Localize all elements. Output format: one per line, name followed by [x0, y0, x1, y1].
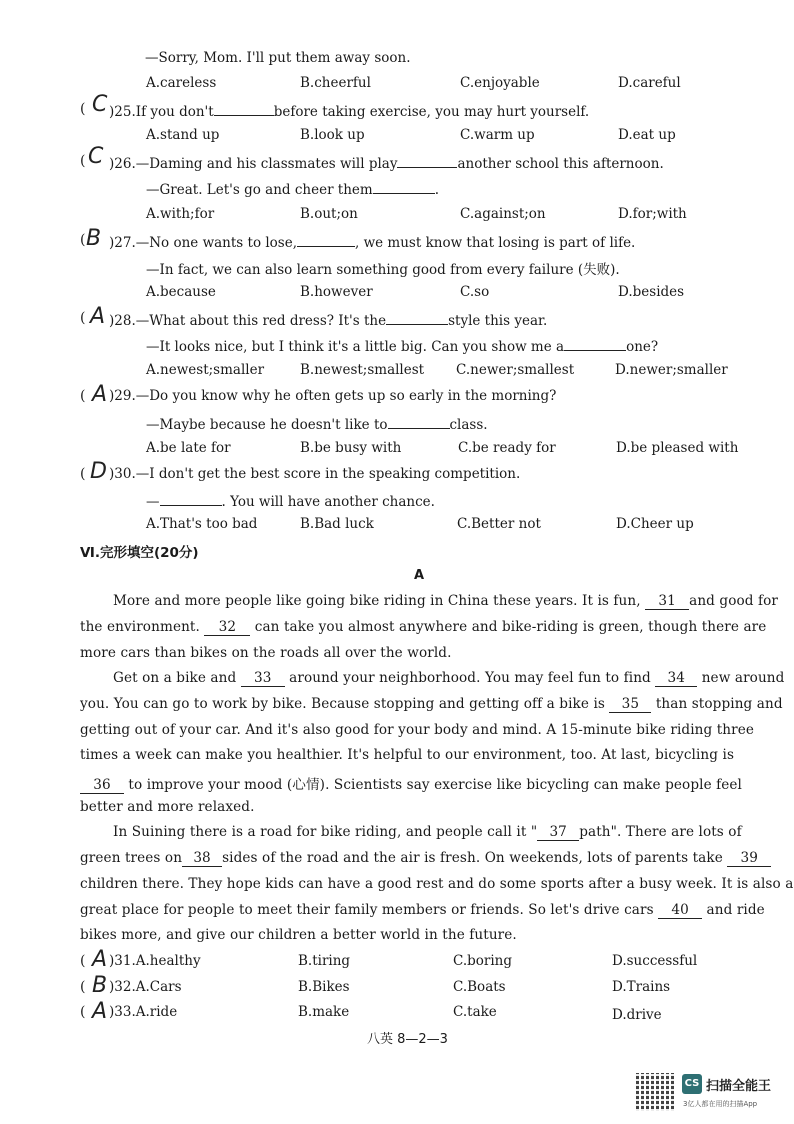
- passage-line: more cars than bikes on the roads all over the world.: [80, 645, 452, 661]
- answer-paren: (: [80, 310, 86, 326]
- passage-text: path". There are lots of: [579, 824, 742, 840]
- passage-text: and ride: [706, 902, 765, 918]
- question-27: [109, 232, 635, 251]
- dialogue-line: —Sorry, Mom. I'll put them away soon.: [145, 50, 411, 66]
- handwritten-answer: B: [92, 973, 108, 998]
- passage-text: the environment.: [80, 619, 200, 635]
- scanner-app-name: 扫描全能王: [706, 1079, 772, 1094]
- option-a: )31.A.healthy: [109, 953, 201, 969]
- question-text: style this year.: [448, 313, 548, 329]
- question-text: —It looks nice, but I think it's a little big. Can you show me a: [146, 339, 565, 355]
- blank: [214, 101, 274, 116]
- handwritten-answer: A: [92, 382, 108, 407]
- passage-line: children there. They hope kids can have a good rest and do some sports after a busy week. It is also a: [80, 876, 794, 892]
- question-text: —Great. Let's go and cheer them: [146, 182, 373, 198]
- blank-33: 33: [241, 670, 285, 687]
- handwritten-answer: A: [92, 947, 108, 972]
- blank-38: 38: [182, 850, 222, 867]
- option-d: D.Trains: [612, 979, 671, 995]
- passage-text: green trees on: [80, 850, 183, 866]
- blank: [160, 491, 222, 506]
- blank: [388, 414, 450, 429]
- option-d: D.be pleased with: [616, 440, 739, 456]
- blank: [386, 310, 448, 325]
- answer-paren: (: [80, 153, 86, 169]
- question-text: , we must know that losing is part of life.: [355, 235, 636, 251]
- blank-37: 37: [537, 824, 579, 841]
- page-footer: 八英 8—2—3: [367, 1032, 448, 1047]
- option-c: C.warm up: [460, 127, 535, 143]
- question-text: )26.—Daming and his classmates will play: [109, 156, 398, 172]
- answer-paren: (: [80, 101, 86, 117]
- question-text: one?: [626, 339, 659, 355]
- option-b: B.make: [298, 1004, 350, 1020]
- option-d: D.besides: [618, 284, 685, 300]
- question-text: before taking exercise, you may hurt yourself.: [273, 104, 590, 120]
- option-b: B.Bad luck: [300, 516, 374, 532]
- question-26: [109, 153, 664, 172]
- option-b: B.however: [300, 284, 373, 300]
- blank-32: 32: [204, 619, 250, 636]
- handwritten-answer: D: [90, 459, 107, 484]
- question-text: . You will have another chance.: [221, 494, 435, 510]
- question-29-reply: [146, 414, 488, 433]
- passage-text: Get on a bike and: [113, 670, 237, 686]
- option-a: )33.A.ride: [109, 1004, 178, 1020]
- passage-text: new around: [701, 670, 785, 686]
- passage-line: bikes more, and give our children a better world in the future.: [80, 927, 517, 943]
- passage-label: A: [414, 568, 425, 583]
- passage-line: times a week can make you healthier. It's helpful to our environment, too. At last, bicycling is: [80, 747, 735, 763]
- question-text: )25.If you don't: [109, 104, 214, 120]
- option-c: C.Boats: [453, 979, 506, 995]
- handwritten-answer: B: [86, 226, 102, 251]
- passage-text: you. You can go to work by bike. Because stopping and getting off a bike is: [80, 696, 605, 712]
- passage-line: [113, 593, 778, 610]
- question-25: [109, 101, 589, 120]
- blank-35: 35: [609, 696, 651, 713]
- option-a: A.That's too bad: [146, 516, 258, 532]
- passage-line: [80, 773, 742, 794]
- question-text: )27.—No one wants to lose,: [109, 235, 298, 251]
- scanner-tagline: 3亿人都在用的扫描App: [683, 1100, 758, 1108]
- passage-text: sides of the road and the air is fresh. On weekends, lots of parents take: [222, 850, 723, 866]
- blank: [397, 153, 457, 168]
- answer-paren: (: [80, 1004, 86, 1020]
- option-d: D.eat up: [618, 127, 676, 143]
- question-27-reply: —In fact, we can also learn something good from every failure (失败).: [146, 262, 620, 278]
- passage-text: More and more people like going bike riding in China these years. It is fun,: [113, 593, 641, 609]
- passage-text: to improve your mood (心情). Scientists say exercise like bicycling can make people feel: [128, 777, 743, 793]
- option-b: B.be busy with: [300, 440, 402, 456]
- passage-text: and good for: [689, 593, 778, 609]
- section-title: Ⅵ.完形填空(20分): [80, 545, 199, 561]
- answer-paren: (: [80, 232, 86, 248]
- question-30: )30.—I don't get the best score in the speaking competition.: [109, 466, 521, 482]
- option-a: A.stand up: [146, 127, 220, 143]
- question-29: )29.—Do you know why he often gets up so early in the morning?: [109, 388, 557, 404]
- blank-39: 39: [727, 850, 771, 867]
- passage-line: better and more relaxed.: [80, 799, 255, 815]
- question-text: )28.—What about this red dress? It's the: [109, 313, 387, 329]
- question-28-reply: [146, 336, 658, 355]
- option-b: B.out;on: [300, 206, 358, 222]
- option-a: A.be late for: [146, 440, 231, 456]
- passage-line: getting out of your car. And it's also good for your body and mind. A 15-minute bike riding three: [80, 722, 755, 738]
- option-d: D.successful: [612, 953, 698, 969]
- question-text: another school this afternoon.: [457, 156, 664, 172]
- option-c: C.enjoyable: [460, 75, 540, 91]
- option-b: B.Bikes: [298, 979, 350, 995]
- option-c: C.boring: [453, 953, 513, 969]
- blank: [373, 179, 435, 194]
- option-a: A.with;for: [146, 206, 215, 222]
- option-a: A.newest;smaller: [146, 362, 265, 378]
- question-text: .: [434, 182, 440, 198]
- handwritten-answer: C: [88, 144, 104, 169]
- answer-paren: (: [80, 466, 86, 482]
- question-30-reply: [146, 491, 435, 510]
- option-b: B.look up: [300, 127, 365, 143]
- passage-line: [80, 902, 765, 919]
- passage-line: [80, 850, 771, 867]
- option-d: D.for;with: [618, 206, 687, 222]
- qr-code-pattern: [636, 1073, 674, 1111]
- question-text: class.: [449, 417, 488, 433]
- answer-paren: (: [80, 953, 86, 969]
- option-d: D.newer;smaller: [615, 362, 728, 378]
- camscanner-logo: CS: [682, 1074, 702, 1094]
- blank: [564, 336, 626, 351]
- passage-text: can take you almost anywhere and bike-riding is green, though there are: [254, 619, 767, 635]
- option-c: C.newer;smallest: [456, 362, 575, 378]
- blank-40: 40: [658, 902, 702, 919]
- blank-31: 31: [645, 593, 689, 610]
- option-a: A.careless: [146, 75, 217, 91]
- option-c: C.against;on: [460, 206, 546, 222]
- passage-line: [80, 696, 783, 713]
- option-d: D.Cheer up: [616, 516, 694, 532]
- answer-paren: (: [80, 979, 86, 995]
- answer-paren: (: [80, 388, 86, 404]
- passage-text: great place for people to meet their family members or friends. So let's drive cars: [80, 902, 654, 918]
- blank-36: 36: [80, 777, 124, 794]
- option-c: C.so: [460, 284, 490, 300]
- option-c: C.take: [453, 1004, 497, 1020]
- option-d: D.drive: [612, 1007, 662, 1023]
- passage-line: [80, 619, 766, 636]
- passage-text: In Suining there is a road for bike riding, and people call it ": [113, 824, 538, 840]
- option-b: B.cheerful: [300, 75, 371, 91]
- option-a: )32.A.Cars: [109, 979, 182, 995]
- question-text: —Maybe because he doesn't like to: [146, 417, 388, 433]
- handwritten-answer: C: [92, 92, 108, 117]
- handwritten-answer: A: [90, 304, 106, 329]
- handwritten-answer: A: [92, 999, 108, 1024]
- question-text: —: [146, 494, 160, 510]
- option-c: C.be ready for: [458, 440, 556, 456]
- blank-34: 34: [655, 670, 697, 687]
- option-a: A.because: [146, 284, 216, 300]
- question-26-reply: [146, 179, 439, 198]
- passage-line: [113, 824, 742, 841]
- option-b: B.tiring: [298, 953, 351, 969]
- option-d: D.careful: [618, 75, 681, 91]
- option-c: C.Better not: [457, 516, 541, 532]
- question-28: [109, 310, 547, 329]
- blank: [297, 232, 355, 247]
- passage-line: [113, 670, 784, 687]
- option-b: B.newest;smallest: [300, 362, 425, 378]
- passage-text: around your neighborhood. You may feel fun to find: [289, 670, 651, 686]
- passage-text: than stopping and: [655, 696, 783, 712]
